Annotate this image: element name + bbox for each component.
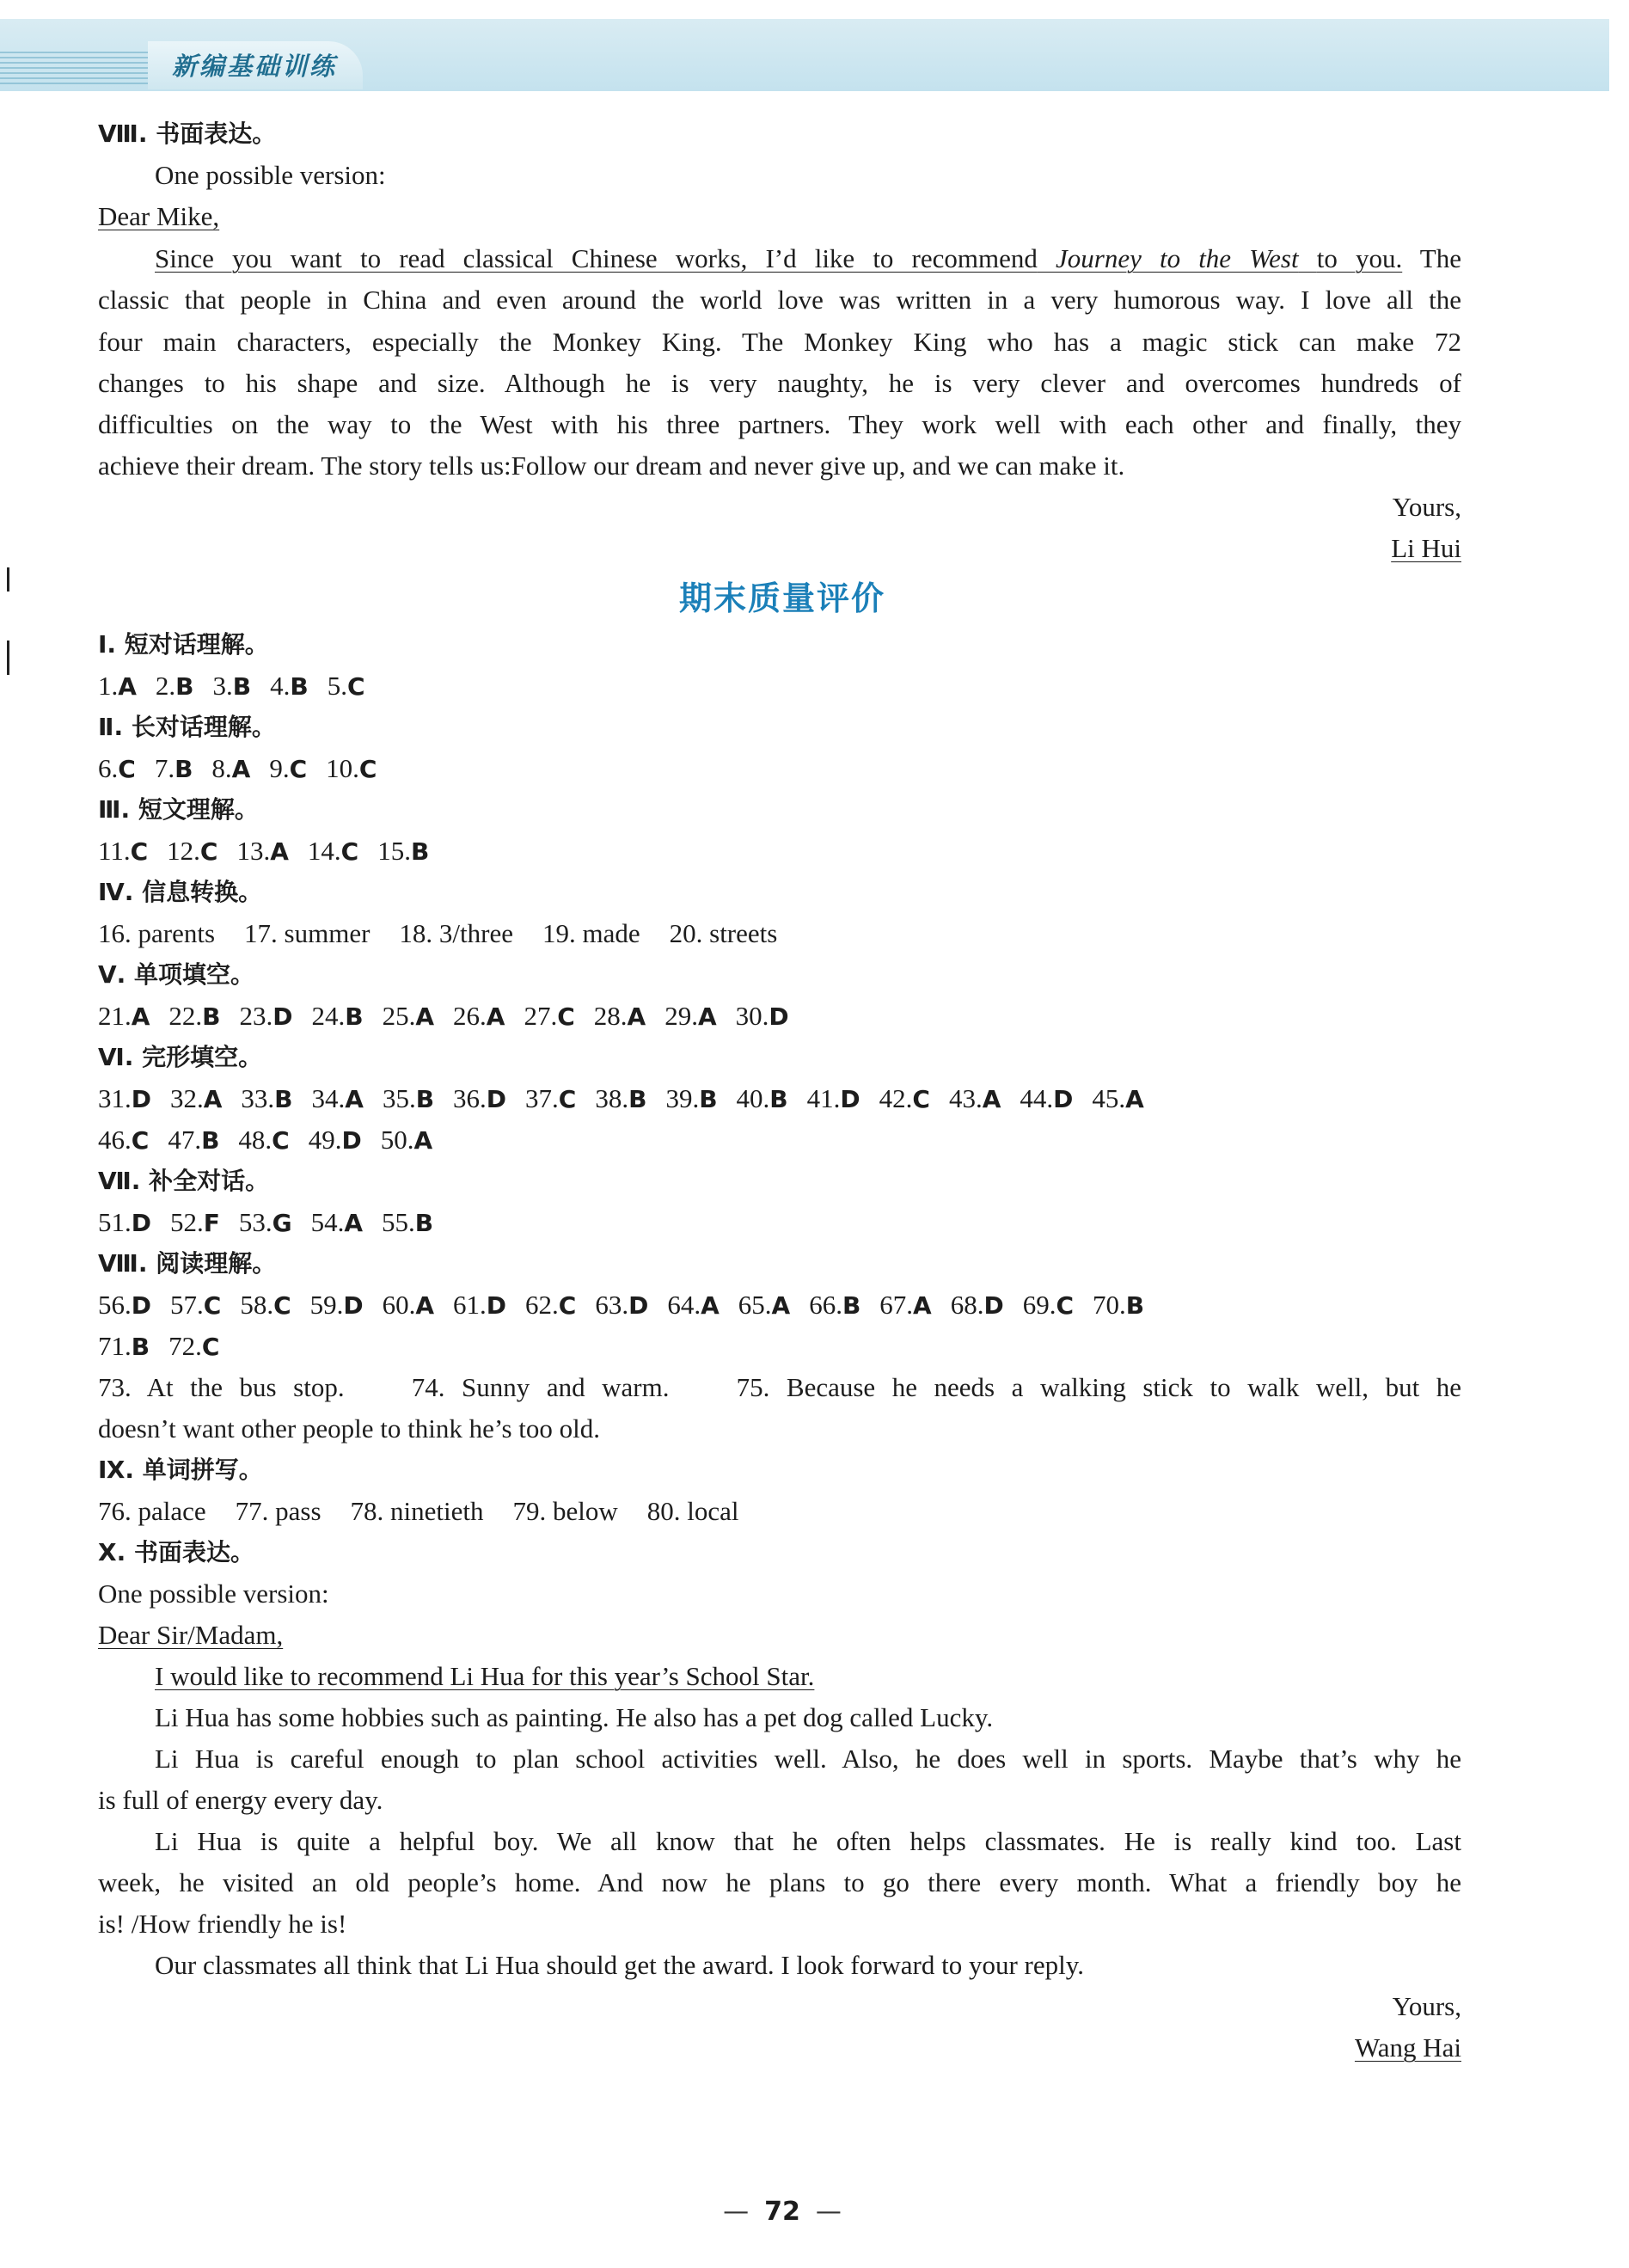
answer-letter: D xyxy=(1053,1085,1074,1113)
section-heading: Ⅷ. 阅读理解。 xyxy=(98,1249,277,1278)
question-number: 21. xyxy=(98,1001,132,1031)
answer-item xyxy=(270,671,309,701)
answer-letter: C xyxy=(273,1291,291,1320)
answer-letter: B xyxy=(175,672,194,701)
salutation-line xyxy=(98,196,1461,237)
answer-letter: C xyxy=(340,837,359,866)
answer-item xyxy=(312,1083,364,1113)
answer-item xyxy=(377,836,429,866)
answer-row xyxy=(98,1326,1461,1368)
header-title: 新编基础训练 xyxy=(172,52,338,81)
question-number: 57. xyxy=(170,1290,204,1320)
answer-item xyxy=(383,1001,434,1031)
answer-letter: D xyxy=(486,1085,507,1113)
answer-item xyxy=(738,1290,790,1320)
section-heading: Ⅴ. 单项填空。 xyxy=(98,960,255,989)
question-number: 3. xyxy=(212,671,233,701)
answer-letter: C xyxy=(289,755,308,783)
answer-item: 77. pass xyxy=(235,1496,322,1526)
answer-item xyxy=(213,671,252,701)
answer-letter: A xyxy=(415,1291,435,1320)
answer-item xyxy=(1023,1290,1074,1320)
answer-letter: A xyxy=(697,1002,717,1031)
answer-letter: D xyxy=(983,1291,1004,1320)
answer-letter: B xyxy=(345,1002,364,1031)
question-number: 38. xyxy=(595,1083,629,1113)
answer-letter: B xyxy=(274,1085,293,1113)
paragraph-line: four main characters, especially the Monkey King. The Monkey King who has a magic stick can make 72 xyxy=(98,327,1461,357)
answer-item xyxy=(98,671,137,701)
answer-letter: D xyxy=(769,1002,789,1031)
section-heading: Ⅲ. 短文理解。 xyxy=(98,795,259,824)
answer-letter: C xyxy=(557,1002,575,1031)
answer-letter: C xyxy=(358,755,377,783)
answer-item xyxy=(155,753,193,783)
section-heading: Ⅸ. 单词拼写。 xyxy=(98,1456,263,1484)
answer-letter: D xyxy=(343,1291,364,1320)
answer-letter: B xyxy=(175,755,193,783)
paragraph-line: Li Hua is careful enough to plan school activities well. Also, he does well in sports. Maybe that’s why he xyxy=(155,1744,1461,1774)
question-number: 24. xyxy=(311,1001,346,1031)
answer-letter: C xyxy=(558,1291,577,1320)
answer-item xyxy=(1020,1083,1073,1113)
answer-letter: D xyxy=(131,1085,151,1113)
intro-text: One possible version: xyxy=(98,1578,329,1609)
paragraph-line: is full of energy every day. xyxy=(98,1785,383,1815)
question-number: 71. xyxy=(98,1331,132,1361)
question-number: 35. xyxy=(382,1083,416,1113)
paragraph-line: Li Hua is quite a helpful boy. We all know that he often helps classmates. He is really kind too. Last xyxy=(155,1826,1461,1856)
answer-letter: C xyxy=(346,672,365,701)
answer-letter: C xyxy=(201,1333,220,1361)
question-number: 66. xyxy=(809,1290,842,1320)
answer-item xyxy=(665,1083,717,1113)
answer-text-line: 73. At the bus stop. 74. Sunny and warm. 75. Because he needs a walking stick to walk well, but he xyxy=(98,1372,1461,1402)
answer-item xyxy=(1093,1290,1144,1320)
answer-item xyxy=(241,1083,292,1113)
answer-letter: B xyxy=(202,1002,221,1031)
answer-item xyxy=(949,1083,1001,1113)
answer-item xyxy=(809,1290,860,1320)
answer-item xyxy=(595,1290,648,1320)
salutation: Dear Mike, xyxy=(98,201,220,231)
answer-letter: A xyxy=(344,1209,364,1237)
question-number: 48. xyxy=(238,1125,273,1155)
question-number: 29. xyxy=(664,1001,698,1031)
question-number: 11. xyxy=(98,836,131,866)
sentence-start: The xyxy=(1419,243,1461,273)
question-number: 10. xyxy=(326,753,359,783)
question-number: 72. xyxy=(168,1331,202,1361)
margin-mark xyxy=(7,641,9,675)
question-number: 49. xyxy=(308,1125,342,1155)
answer-letter: C xyxy=(131,1126,150,1155)
question-number: 30. xyxy=(735,1001,769,1031)
question-number: 45. xyxy=(1092,1083,1126,1113)
intro-text: One possible version: xyxy=(155,160,386,190)
answer-item xyxy=(269,753,307,783)
answer-letter: B xyxy=(842,1291,861,1320)
answer-row xyxy=(98,1078,1461,1120)
page-title: 期末质量评价 xyxy=(678,579,885,617)
answer-item xyxy=(236,836,288,866)
question-number: 13. xyxy=(236,836,271,866)
answer-letter: B xyxy=(769,1085,788,1113)
answer-item xyxy=(737,1083,788,1113)
answer-letter: D xyxy=(486,1291,507,1320)
question-number: 7. xyxy=(154,753,175,783)
section-heading: Ⅷ. 书面表达。 xyxy=(98,120,277,148)
question-number: 39. xyxy=(665,1083,700,1113)
answer-letter: A xyxy=(231,755,251,783)
answer-item xyxy=(664,1001,716,1031)
paragraph-line: changes to his shape and size. Although he is very naughty, he is very clever and overcomes hundreds of xyxy=(98,368,1461,398)
answer-letter: A xyxy=(415,1002,435,1031)
answer-item xyxy=(525,1290,576,1320)
question-number: 32. xyxy=(170,1083,204,1113)
question-number: 4. xyxy=(270,671,291,701)
question-number: 15. xyxy=(377,836,411,866)
answer-row xyxy=(98,996,1461,1038)
paragraph-line: difficulties on the way to the West with his three partners. They work well with each other and finally, they xyxy=(98,409,1461,439)
signature-line xyxy=(98,528,1461,569)
answer-item xyxy=(98,1207,151,1237)
paragraph-line: Our classmates all think that Li Hua should get the award. I look forward to your reply. xyxy=(155,1950,1084,1980)
answer-item xyxy=(98,1290,151,1320)
answer-letter: C xyxy=(199,837,218,866)
answer-item xyxy=(168,1001,220,1031)
answer-item xyxy=(328,671,365,701)
answer-letter: A xyxy=(771,1291,791,1320)
answer-item xyxy=(381,1125,432,1155)
answer-letter: B xyxy=(699,1085,718,1113)
answer-letter: A xyxy=(270,837,289,866)
question-number: 22. xyxy=(168,1001,203,1031)
question-number: 65. xyxy=(738,1290,772,1320)
question-number: 41. xyxy=(806,1083,841,1113)
question-number: 46. xyxy=(98,1125,132,1155)
answer-letter: D xyxy=(341,1126,362,1155)
answer-letter: C xyxy=(203,1291,222,1320)
question-number: 12. xyxy=(167,836,200,866)
answer-item xyxy=(382,1207,433,1237)
question-number: 36. xyxy=(453,1083,487,1113)
question-number: 54. xyxy=(310,1207,345,1237)
paragraph-line: week, he visited an old people’s home. And now he plans to go there every month. What a friendly boy he xyxy=(98,1867,1461,1897)
footer-dash: — xyxy=(723,2197,750,2227)
question-number: 31. xyxy=(98,1083,132,1113)
question-number: 55. xyxy=(382,1207,415,1237)
answer-item xyxy=(170,1207,220,1237)
answer-item xyxy=(326,753,377,783)
answer-letter: B xyxy=(1125,1291,1145,1320)
answer-row xyxy=(98,913,1461,954)
closing: Yours, xyxy=(1392,1991,1461,2021)
answer-letter: A xyxy=(913,1291,932,1320)
question-number: 9. xyxy=(269,753,290,783)
answer-letter: B xyxy=(290,672,309,701)
answer-item xyxy=(170,1290,221,1320)
answer-item xyxy=(240,1290,291,1320)
answer-item xyxy=(453,1001,505,1031)
signature-line xyxy=(98,2027,1461,2069)
answer-item xyxy=(309,1125,362,1155)
answer-letter: B xyxy=(232,672,252,701)
answer-item xyxy=(168,1125,219,1155)
answer-item: 18. 3/three xyxy=(399,918,513,948)
page-number: 72 xyxy=(764,2197,800,2227)
paragraph-line: is! /How friendly he is! xyxy=(98,1909,347,1939)
answer-letter: B xyxy=(414,1209,434,1237)
question-number: 56. xyxy=(98,1290,132,1320)
answer-letter: A xyxy=(701,1291,720,1320)
answer-row xyxy=(98,748,1461,790)
question-number: 5. xyxy=(327,671,347,701)
answer-item xyxy=(951,1290,1004,1320)
section-heading: Ⅶ. 补全对话。 xyxy=(98,1167,270,1195)
answer-letter: A xyxy=(118,672,137,701)
question-number: 70. xyxy=(1093,1290,1126,1320)
signature: Wang Hai xyxy=(1354,2032,1461,2063)
answer-letter: F xyxy=(203,1209,220,1237)
question-number: 68. xyxy=(950,1290,984,1320)
question-number: 63. xyxy=(595,1290,629,1320)
answer-item xyxy=(239,1207,292,1237)
answer-letter: C xyxy=(912,1085,930,1113)
answer-letter: D xyxy=(628,1291,649,1320)
question-number: 28. xyxy=(593,1001,628,1031)
question-number: 61. xyxy=(453,1290,487,1320)
section-heading: Ⅳ. 信息转换。 xyxy=(98,878,263,906)
answer-letter: C xyxy=(558,1085,577,1113)
answer-item xyxy=(211,753,250,783)
answer-item xyxy=(312,1001,364,1031)
answer-row xyxy=(98,1491,1461,1532)
section-heading: Ⅱ. 长对话理解。 xyxy=(98,713,276,741)
answer-letter: A xyxy=(131,1002,150,1031)
answer-letter: B xyxy=(410,837,430,866)
question-number: 64. xyxy=(667,1290,701,1320)
answer-row xyxy=(98,1119,1461,1162)
signature: Li Hui xyxy=(1391,533,1461,563)
question-number: 34. xyxy=(311,1083,346,1113)
question-number: 27. xyxy=(524,1001,558,1031)
question-number: 59. xyxy=(309,1290,344,1320)
answer-item xyxy=(879,1083,930,1113)
answer-item xyxy=(736,1001,789,1031)
answer-item: 80. local xyxy=(646,1496,739,1526)
answer-letter: D xyxy=(131,1209,151,1237)
question-number: 51. xyxy=(98,1207,132,1237)
page-footer xyxy=(0,2197,1565,2227)
answer-item xyxy=(168,1331,219,1361)
answer-row xyxy=(98,831,1461,873)
closing: Yours, xyxy=(1392,492,1461,522)
question-number: 1. xyxy=(98,671,119,701)
answer-letter: D xyxy=(273,1002,293,1031)
answer-item xyxy=(98,1083,151,1113)
question-number: 40. xyxy=(736,1083,770,1113)
answer-text-line: doesn’t want other people to think he’s too old. xyxy=(98,1413,601,1444)
salutation-line xyxy=(98,1615,1461,1656)
paragraph-line: classic that people in China and even around the world love was written in a very humorous way. I love all the xyxy=(98,285,1461,315)
answer-item: 19. made xyxy=(542,918,640,948)
question-number: 67. xyxy=(879,1290,914,1320)
answer-item: 76. palace xyxy=(98,1496,206,1526)
question-number: 14. xyxy=(307,836,341,866)
answer-row xyxy=(98,1284,1461,1327)
answer-letter: A xyxy=(486,1002,505,1031)
answer-letter: B xyxy=(628,1085,647,1113)
answer-item xyxy=(170,1083,222,1113)
answer-item xyxy=(98,1331,150,1361)
answer-letter: C xyxy=(1056,1291,1075,1320)
question-number: 37. xyxy=(525,1083,559,1113)
answer-item xyxy=(595,1083,646,1113)
answer-item xyxy=(240,1001,293,1031)
answer-item xyxy=(879,1290,931,1320)
underlined-tail: to you. xyxy=(1316,243,1403,273)
question-number: 69. xyxy=(1022,1290,1056,1320)
book-title: Journey to the West xyxy=(1056,243,1299,273)
answer-letter: C xyxy=(130,837,149,866)
answer-item xyxy=(167,836,217,866)
paragraph-line: achieve their dream. The story tells us:Follow our dream and never give up, and we can make it. xyxy=(98,451,1125,481)
answer-item: 79. below xyxy=(512,1496,618,1526)
answer-letter: B xyxy=(415,1085,435,1113)
question-number: 43. xyxy=(948,1083,983,1113)
section-heading: Ⅹ. 书面表达。 xyxy=(98,1538,254,1566)
answer-letter: B xyxy=(131,1333,150,1361)
answer-item xyxy=(308,836,358,866)
answer-letter: A xyxy=(413,1126,433,1155)
answer-item xyxy=(238,1125,289,1155)
question-number: 26. xyxy=(453,1001,487,1031)
answer-letter: D xyxy=(840,1085,860,1113)
answer-letter: C xyxy=(272,1126,290,1155)
answer-item xyxy=(310,1290,364,1320)
answer-item xyxy=(453,1083,506,1113)
question-number: 2. xyxy=(155,671,176,701)
section-heading: Ⅰ. 短对话理解。 xyxy=(98,630,269,659)
question-number: 62. xyxy=(525,1290,559,1320)
answer-letter: C xyxy=(118,755,136,783)
answer-letter: A xyxy=(345,1085,364,1113)
question-number: 8. xyxy=(211,753,232,783)
answer-letter: D xyxy=(131,1291,151,1320)
answer-row xyxy=(98,1202,1461,1244)
question-number: 6. xyxy=(98,753,119,783)
answer-item xyxy=(383,1290,434,1320)
paragraph-line xyxy=(155,1656,1461,1697)
underlined-sentence xyxy=(155,243,1402,273)
answer-item xyxy=(807,1083,860,1113)
answer-item xyxy=(311,1207,363,1237)
answer-item xyxy=(98,836,148,866)
answer-item xyxy=(525,1083,576,1113)
answer-item: 78. ninetieth xyxy=(350,1496,484,1526)
question-number: 25. xyxy=(382,1001,416,1031)
question-number: 44. xyxy=(1020,1083,1054,1113)
underlined-sentence: I would like to recommend Li Hua for this year’s School Star. xyxy=(155,1661,815,1691)
section-heading: Ⅵ. 完形填空。 xyxy=(98,1043,263,1071)
answer-letter: B xyxy=(201,1126,220,1155)
answer-item: 20. streets xyxy=(669,918,778,948)
answer-item xyxy=(383,1083,434,1113)
question-number: 47. xyxy=(168,1125,202,1155)
question-number: 52. xyxy=(170,1207,204,1237)
answer-item xyxy=(453,1290,506,1320)
question-number: 50. xyxy=(380,1125,414,1155)
answer-item: 17. summer xyxy=(244,918,371,948)
answer-letter: A xyxy=(1125,1085,1144,1113)
paragraph-first-line xyxy=(155,238,1461,279)
salutation: Dear Sir/Madam, xyxy=(98,1620,284,1650)
underlined-text: Since you want to read classical Chinese works, I’d like to recommend xyxy=(155,243,1038,273)
answer-letter: A xyxy=(627,1002,646,1031)
answer-item xyxy=(98,753,136,783)
answer-item xyxy=(156,671,194,701)
answer-item xyxy=(667,1290,719,1320)
question-number: 42. xyxy=(879,1083,913,1113)
answer-letter: A xyxy=(982,1085,1001,1113)
question-number: 58. xyxy=(240,1290,274,1320)
header-stripes xyxy=(0,52,155,86)
footer-dash: — xyxy=(815,2197,842,2227)
question-number: 53. xyxy=(238,1207,273,1237)
question-number: 23. xyxy=(239,1001,273,1031)
answer-letter: A xyxy=(203,1085,223,1113)
answer-item xyxy=(1092,1083,1143,1113)
paragraph-line: Li Hua has some hobbies such as painting. He also has a pet dog called Lucky. xyxy=(155,1702,994,1732)
answer-item: 16. parents xyxy=(98,918,216,948)
answer-item xyxy=(98,1125,149,1155)
answer-item xyxy=(594,1001,646,1031)
answer-letter: G xyxy=(272,1209,292,1237)
answer-item xyxy=(524,1001,574,1031)
question-number: 60. xyxy=(382,1290,416,1320)
answer-row xyxy=(98,665,1461,708)
question-number: 33. xyxy=(241,1083,275,1113)
answer-item xyxy=(98,1001,150,1031)
